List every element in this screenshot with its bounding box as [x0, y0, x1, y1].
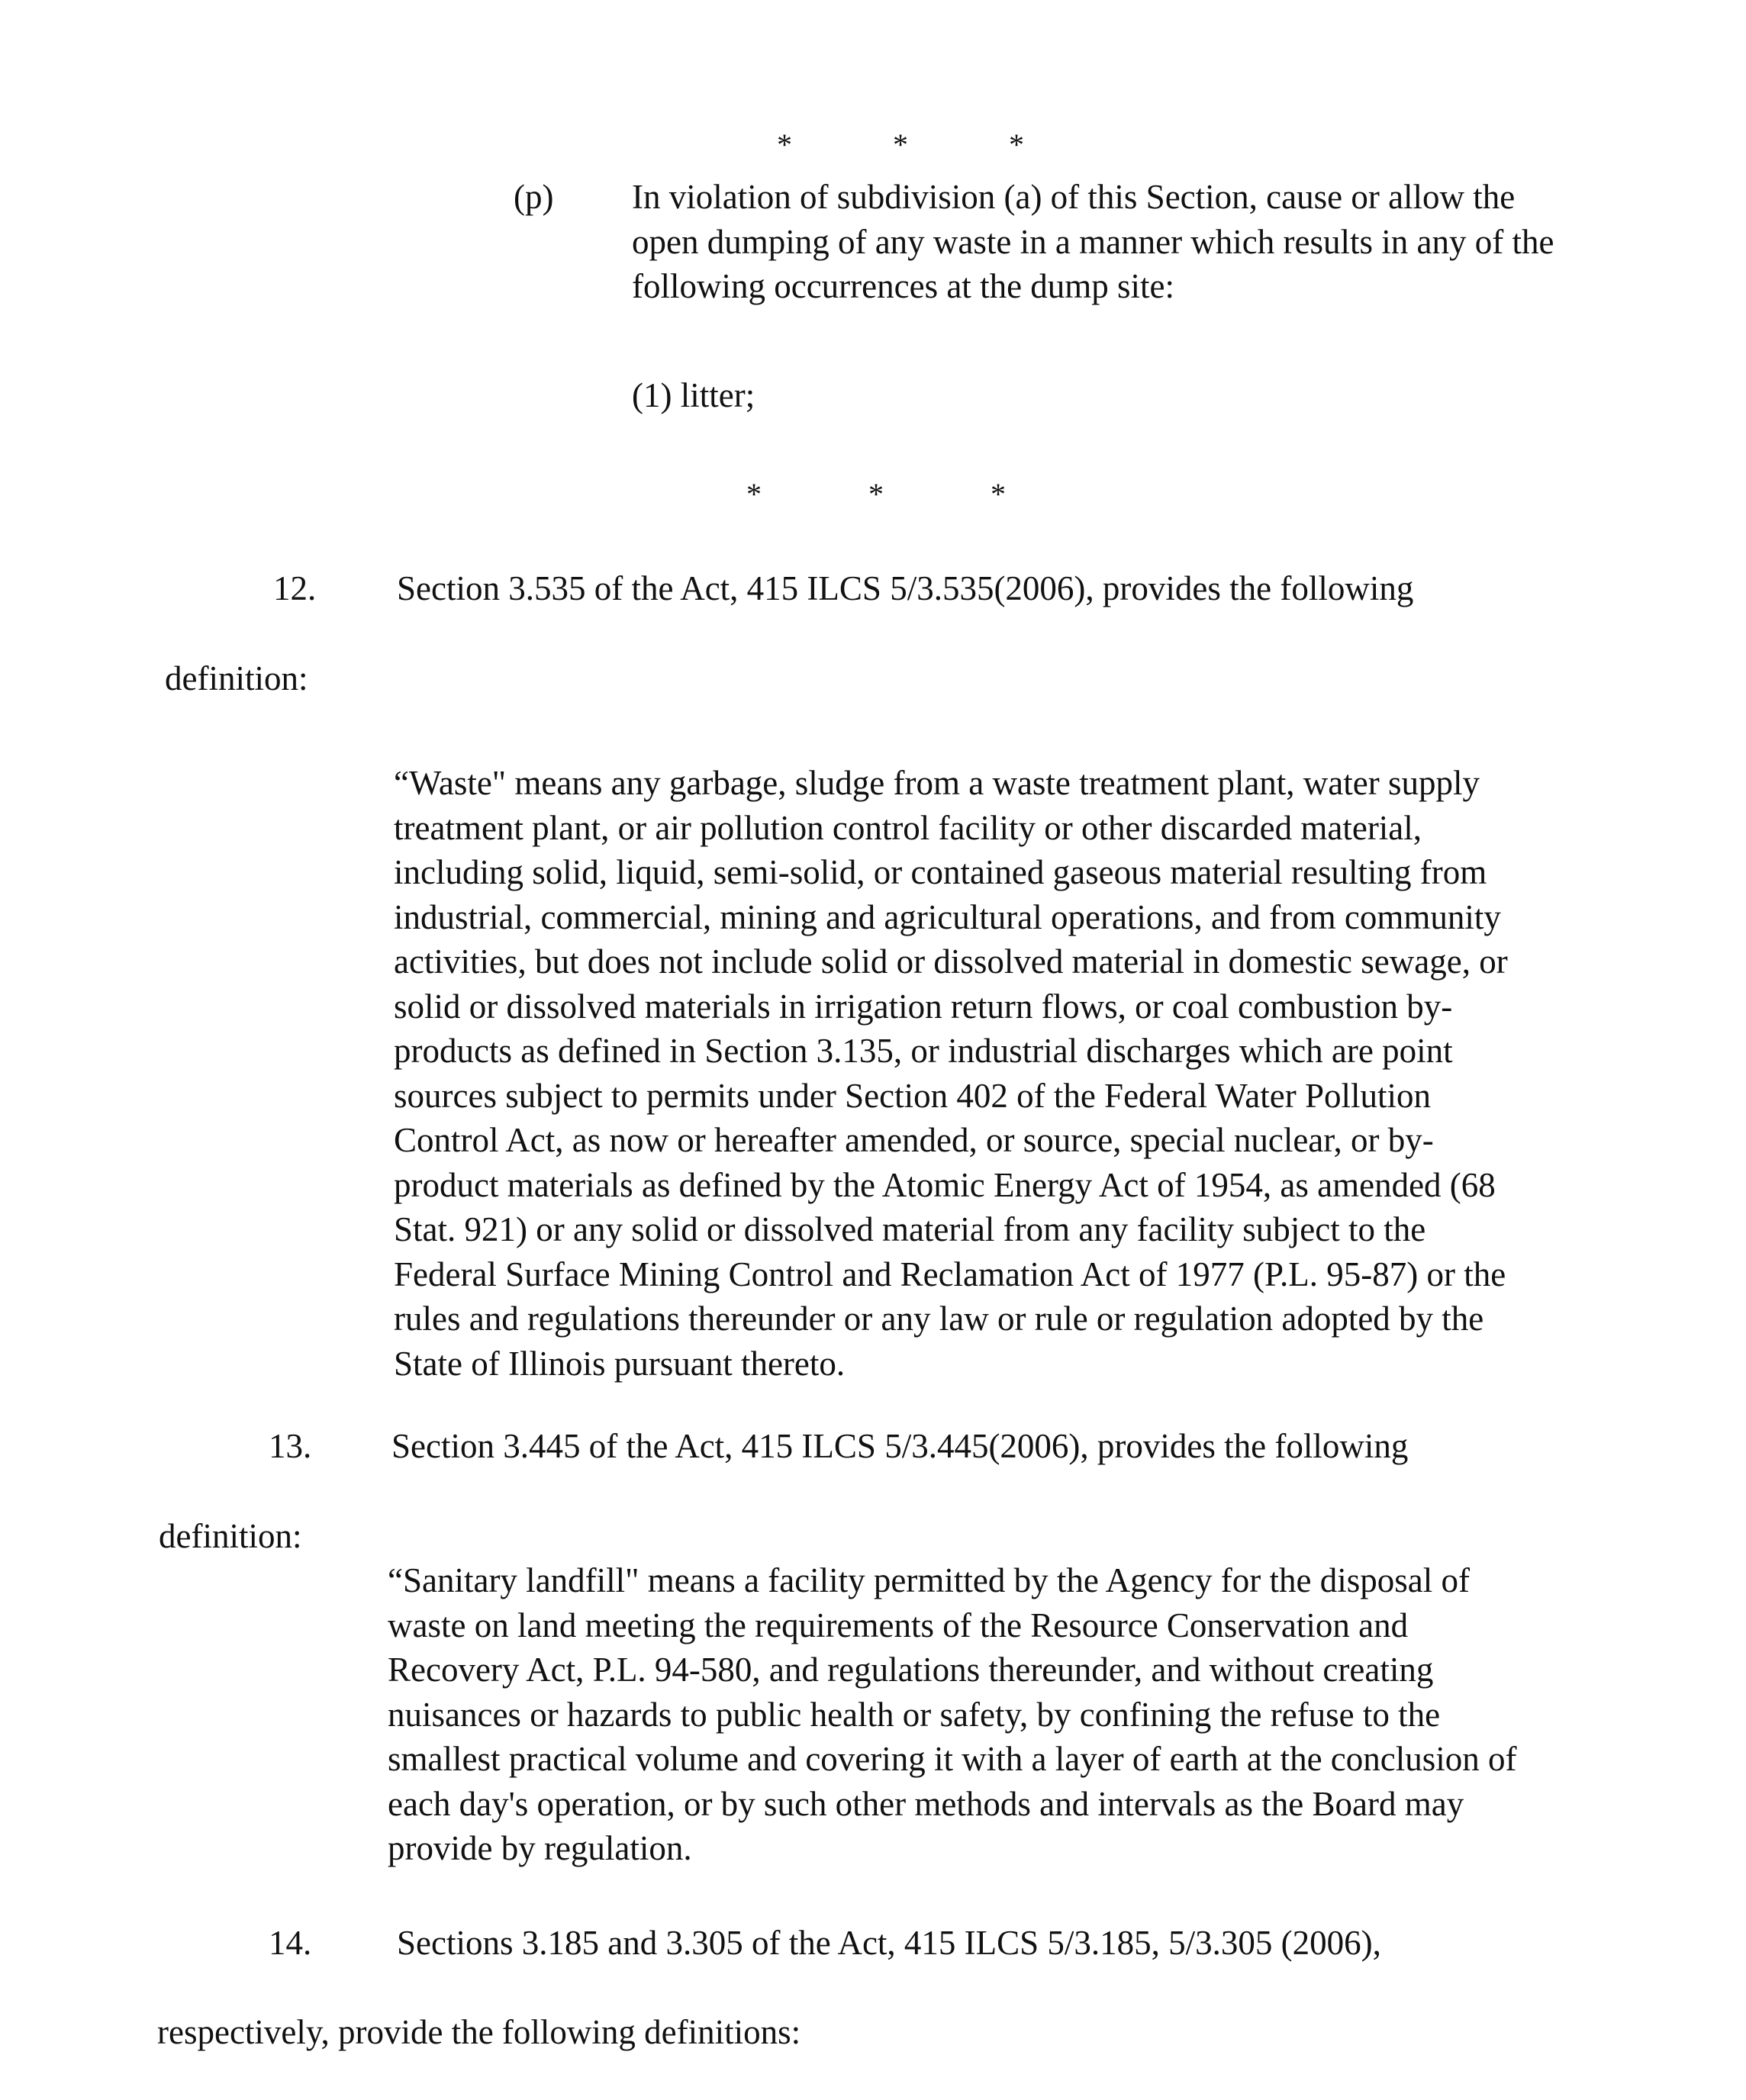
item-p-line: open dumping of any waste in a manner which results in any of the — [632, 222, 1554, 261]
separator-top — [1009, 127, 1024, 162]
sub-item-litter: (1) litter; — [632, 376, 755, 414]
para-14-text: Sections 3.185 and 3.305 of the Act, 415 ILCS 5/3.185, 5/3.305 (2006), — [397, 1924, 1381, 1962]
waste-definition-line: Federal Surface Mining Control and Reclamation Act of 1977 (P.L. 95-87) or the — [394, 1255, 1506, 1293]
asterisk: * — [746, 477, 762, 511]
landfill-definition-line: smallest practical volume and covering it with a layer of earth at the conclusion of — [388, 1740, 1517, 1778]
separator-top — [777, 127, 792, 162]
para-13-continuation: definition: — [159, 1517, 302, 1555]
waste-definition-line: products as defined in Section 3.135, or industrial discharges which are point — [394, 1032, 1453, 1070]
waste-definition-line: Stat. 921) or any solid or dissolved material from any facility subject to the — [394, 1210, 1426, 1248]
waste-definition-line: including solid, liquid, semi-solid, or contained gaseous material resulting from — [394, 853, 1487, 891]
para-14-continuation: respectively, provide the following definitions: — [157, 2013, 801, 2051]
separator-mid — [868, 479, 884, 510]
landfill-definition-line: waste on land meeting the requirements of the Resource Conservation and — [388, 1606, 1409, 1644]
waste-definition-line: industrial, commercial, mining and agricultural operations, and from community — [394, 897, 1501, 936]
waste-definition-line: solid or dissolved materials in irrigation return flows, or coal combustion by- — [394, 987, 1453, 1026]
para-14-number: 14. — [269, 1924, 312, 1962]
separator-mid — [991, 479, 1006, 510]
waste-definition-line: rules and regulations thereunder or any law or rule or regulation adopted by the — [394, 1300, 1484, 1338]
para-13-number: 13. — [269, 1427, 312, 1465]
separator-mid — [746, 479, 762, 510]
asterisk: * — [893, 127, 908, 162]
asterisk: * — [991, 477, 1006, 511]
waste-definition — [394, 761, 1508, 1386]
landfill-definition-line: each day's operation, or by such other methods and intervals as the Board may — [388, 1784, 1464, 1823]
item-p-text — [632, 175, 1554, 309]
asterisk: * — [868, 477, 884, 511]
landfill-definition-line: provide by regulation. — [388, 1829, 692, 1867]
item-p-line: In violation of subdivision (a) of this Section, cause or allow the — [632, 178, 1516, 216]
waste-definition-line: State of Illinois pursuant thereto. — [394, 1344, 846, 1383]
waste-definition-line: product materials as defined by the Atomic Energy Act of 1954, as amended (68 — [394, 1165, 1496, 1204]
item-p-line: following occurrences at the dump site: — [632, 267, 1175, 305]
para-13-text: Section 3.445 of the Act, 415 ILCS 5/3.445(2006), provides the following — [391, 1427, 1409, 1465]
separator-top — [893, 127, 908, 162]
waste-definition-line: treatment plant, or air pollution control facility or other discarded material, — [394, 808, 1422, 847]
asterisk: * — [777, 127, 792, 162]
landfill-definition-line: nuisances or hazards to public health or safety, by confining the refuse to the — [388, 1695, 1441, 1734]
landfill-definition-line: “Sanitary landfill" means a facility permitted by the Agency for the disposal of — [388, 1561, 1470, 1599]
waste-definition-line: Control Act, as now or hereafter amended, or source, special nuclear, or by- — [394, 1121, 1434, 1159]
para-12-number: 12. — [273, 569, 317, 607]
para-12-text: Section 3.535 of the Act, 415 ILCS 5/3.535(2006), provides the following — [397, 569, 1414, 607]
waste-definition-line: “Waste" means any garbage, sludge from a waste treatment plant, water supply — [394, 764, 1480, 802]
landfill-definition-line: Recovery Act, P.L. 94-580, and regulations thereunder, and without creating — [388, 1651, 1434, 1689]
asterisk: * — [1009, 127, 1024, 162]
item-p-marker: (p) — [514, 178, 554, 216]
waste-definition-line: activities, but does not include solid or dissolved material in domestic sewage, or — [394, 942, 1508, 981]
landfill-definition — [388, 1558, 1517, 1871]
waste-definition-line: sources subject to permits under Section 402 of the Federal Water Pollution — [394, 1076, 1432, 1115]
para-12-continuation: definition: — [165, 659, 308, 697]
